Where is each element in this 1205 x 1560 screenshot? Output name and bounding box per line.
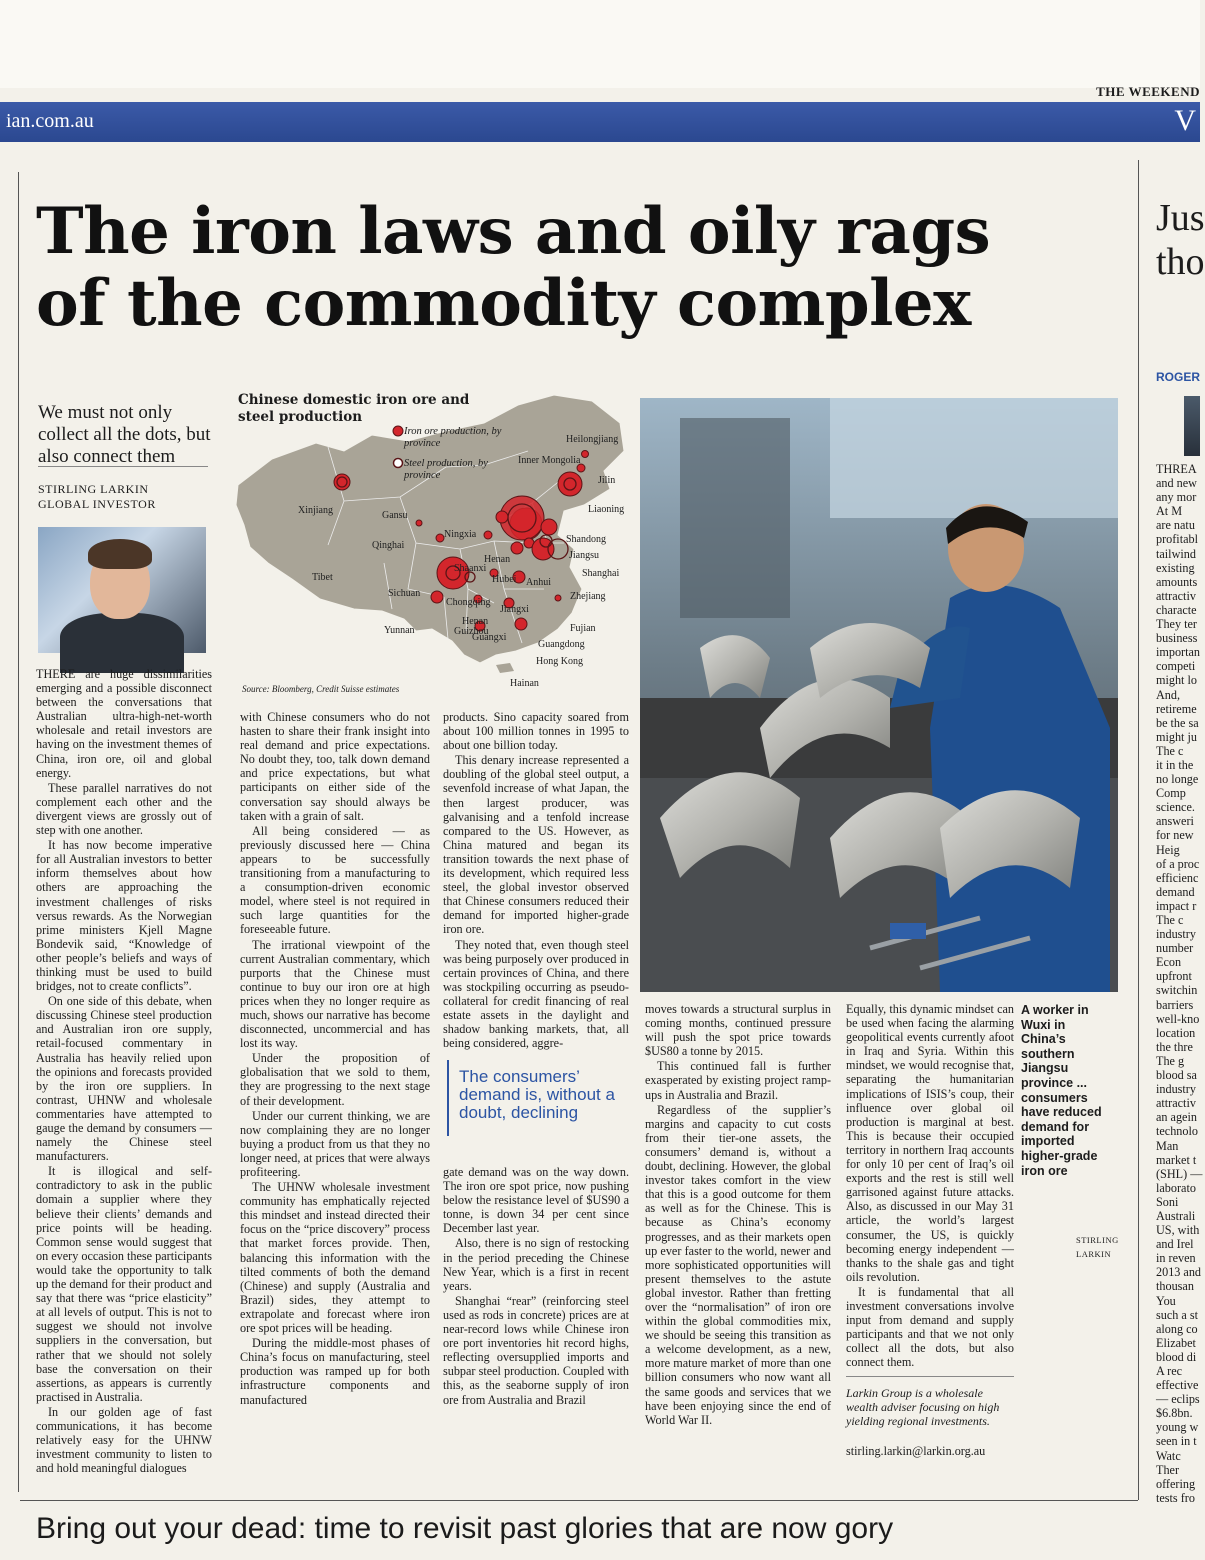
adjacent-line: answeri xyxy=(1156,814,1194,829)
adjacent-photo xyxy=(1184,396,1200,456)
adjacent-headline-line-2: tho xyxy=(1156,241,1205,283)
province-label: Jiangsu xyxy=(569,550,599,561)
bubble-fujian-iron xyxy=(555,595,561,601)
province-label: Gansu xyxy=(382,510,408,521)
province-label: Hainan xyxy=(510,678,539,689)
author-suit xyxy=(60,613,184,673)
adjacent-line: science. xyxy=(1156,800,1195,815)
adjacent-line: any mor xyxy=(1156,490,1197,505)
adjacent-line: laborato xyxy=(1156,1180,1196,1195)
adjacent-line: A rec xyxy=(1156,1364,1183,1378)
paragraph: Under our current thinking, we are now complaining they are no longer buying a product from us that they no longer need, at prices that were always profiteering. xyxy=(240,1108,430,1179)
masthead-bar xyxy=(0,102,1200,142)
adjacent-line: $6.8bn. xyxy=(1156,1406,1193,1421)
bubble-liaoning-iron xyxy=(558,472,582,496)
adjacent-line: young w xyxy=(1156,1420,1199,1435)
adjacent-line: Econ xyxy=(1156,955,1182,970)
paragraph: products. Sino capacity soared from about 100 million tonnes in 1995 to about one billion today. xyxy=(443,710,629,753)
adjacent-line: it in the xyxy=(1156,757,1194,772)
adjacent-line: technolo xyxy=(1156,1124,1198,1139)
paragraph: Shanghai “rear” (reinforcing steel used as rods in concrete) prices are at near-record lows while Chinese iron ore port inventories hit record highs, reflecting oversupplied imports and subpar steel production. Coupled with this, as the seaborne supply of iron ore from Australia and Brazil xyxy=(443,1293,629,1407)
adjacent-line: Ther xyxy=(1156,1462,1180,1477)
adjacent-line: such a st xyxy=(1156,1307,1198,1322)
edition-label: THE WEEKEND xyxy=(1096,84,1200,99)
adjacent-line: market t xyxy=(1156,1152,1197,1167)
legend-iron: Iron ore production, by province xyxy=(404,426,502,449)
adjacent-line: They ter xyxy=(1156,617,1197,632)
author-email[interactable]: stirling.larkin@larkin.org.au xyxy=(846,1444,986,1458)
article-column-2 xyxy=(240,710,430,1408)
article-headline xyxy=(36,196,1086,340)
adjacent-line: blood di xyxy=(1156,1349,1197,1364)
adjacent-line: thousan xyxy=(1156,1279,1194,1294)
adjacent-line: efficienc xyxy=(1156,870,1199,885)
adjacent-line: retireme xyxy=(1156,701,1197,716)
paragraph: THERE are huge dissimilarities emerging and a possible disconnect between the conversations that Australian ultra-high-net-worth wholesale and retail investors are having on the investment themes of China, iron ore, oil and global energy. xyxy=(36,667,212,780)
paragraph: It has now become imperative for all Australian investors to better inform themselves about how others are approaching the investment challenges of risks versus rewards. As the Norwegian prime ministers Kjell Magne Bondevik said, “Knowledge of other people’s beliefs and ways of thinking must be used to build bridges, not to create conflicts”. xyxy=(36,838,212,994)
province-label: Shaanxi xyxy=(454,563,487,574)
adjacent-line: industry xyxy=(1156,927,1196,942)
adjacent-line: existing xyxy=(1156,560,1195,575)
right-column-rule xyxy=(1138,160,1139,1500)
adjacent-line: tailwind xyxy=(1156,546,1196,561)
adjacent-line: business xyxy=(1156,631,1198,646)
photo-caption: A worker in Wuxi in China’s southern Jiangsu province ... consumers have reduced demand for imported higher-grade iron ore xyxy=(1021,1003,1102,1178)
province-label: Liaoning xyxy=(588,504,625,515)
adjacent-line: demand xyxy=(1156,884,1195,899)
adjacent-line: Watc xyxy=(1156,1448,1181,1463)
paragraph: gate demand was on the way down. The iron ore spot price, now pushing below the resistance level of $US90 a tonne, is down 34 per cent since December last year. xyxy=(443,1165,629,1236)
province-label: Chongqing xyxy=(446,597,491,608)
adjacent-line: well-kno xyxy=(1156,1011,1200,1026)
adjacent-line: The g xyxy=(1156,1053,1185,1068)
adjacent-line: (SHL) — xyxy=(1156,1166,1203,1181)
byline-role: GLOBAL INVESTOR xyxy=(38,497,156,511)
headline-line-2: of the commodity complex xyxy=(36,266,971,341)
author-tagline: Larkin Group is a wholesale wealth adviser focusing on high yielding regional investments. xyxy=(846,1386,1000,1429)
adjacent-line: number xyxy=(1156,941,1194,956)
author-photo xyxy=(38,527,206,653)
bubble-ningxia-iron xyxy=(436,534,444,542)
province-label: Jiangxi xyxy=(500,604,529,615)
bubble-guangdong-iron xyxy=(515,618,527,630)
adjacent-line: effective xyxy=(1156,1378,1199,1393)
legend-steel-marker xyxy=(394,459,403,468)
adjacent-line: Soni xyxy=(1156,1194,1179,1209)
paragraph: These parallel narratives do not complement each other and the divergent views are grossly out of step with one another. xyxy=(36,780,212,838)
adjacent-line: and Irel xyxy=(1156,1237,1194,1252)
adjacent-line: Australi xyxy=(1156,1208,1196,1223)
province-label: Guizhou xyxy=(454,626,489,637)
adjacent-line: THREA xyxy=(1156,462,1197,476)
bubble-yunnan-iron xyxy=(431,591,443,603)
adjacent-line: profitabl xyxy=(1156,532,1198,547)
paragraph: It is illogical and self-contradictory to ask in the public domain a supplier where they believe their clients’ demands and price points will be heading. Common sense would suggest that on every occasion these participants would take the opportunity to talk up the demand for their product and say that there was “price elasticity” at all levels of output. This is not to suggest we should not involve suppliers in the conversation, but rather that we should not solely base the conversation on their assertions, as appears is currently practised in Australia. xyxy=(36,1164,212,1404)
adjacent-line: 2013 and xyxy=(1156,1265,1202,1280)
adjacent-line: along co xyxy=(1156,1321,1198,1336)
adjacent-line: Man xyxy=(1156,1138,1179,1153)
adjacent-line: Elizabet xyxy=(1156,1335,1196,1350)
bubble-heilongjiang-iron xyxy=(582,451,589,458)
adjacent-headline-line-1: Jus xyxy=(1156,197,1205,239)
paragraph: It is fundamental that all investment conversations involve input from demand and supply participants and that we not only collect all the dots, but also connect them. xyxy=(846,1284,1014,1370)
province-label: Anhui xyxy=(526,577,551,588)
adjacent-line: seen in t xyxy=(1156,1434,1197,1449)
bubble-henan-iron xyxy=(511,542,523,554)
headline-line-1: The iron laws and oily rags xyxy=(36,194,991,269)
province-label: Xinjiang xyxy=(298,505,333,516)
adjacent-line: amounts xyxy=(1156,574,1198,589)
paragraph: with Chinese consumers who do not hasten to share their frank insight into real demand and price expectations. No doubt they, too, talk down demand and price expectations, but what participants on either side of the conversation say should always be taken with a grain of salt. xyxy=(240,710,430,823)
province-label: Inner Mongolia xyxy=(518,455,581,466)
tagline-rule xyxy=(846,1376,1014,1377)
adjacent-line: are natu xyxy=(1156,518,1195,533)
article-column-3a xyxy=(443,710,629,1051)
adjacent-line: The c xyxy=(1156,913,1184,927)
adjacent-line: industry xyxy=(1156,1082,1196,1097)
province-label: Hubei xyxy=(492,574,517,585)
legend-iron-marker xyxy=(393,426,403,436)
adjacent-line: barriers xyxy=(1156,997,1194,1012)
adjacent-line: competi xyxy=(1156,659,1196,674)
adjacent-line: the thre xyxy=(1156,1039,1193,1054)
paragraph: In our golden age of fast communications, it has become relatively easy for the UHNW investment community to listen to and hold meaningful dialogues xyxy=(36,1404,212,1476)
bubble-shandong-iron xyxy=(541,519,557,535)
adjacent-headline xyxy=(1156,196,1205,284)
province-label: Shandong xyxy=(566,534,606,545)
adjacent-line: might ju xyxy=(1156,729,1197,744)
adjacent-line: no longe xyxy=(1156,772,1199,787)
paragraph: Equally, this dynamic mindset can be used when facing the alarming geopolitical events currently afoot in Iraq and Syria. Within this mindset, we would recognise that, separating the humanitarian implications of ISIS’s coup, their influence over global oil production is marginal at best. This is because their occupied territory in northern Iraq accounts for only 10 per cent of Iraq’s oil exports and the rest is still well garrisoned against future attacks. Also, as discussed in our May 31 article, the world’s largest consumer, the US, is quickly becoming energy independent — thanks to the shale gas and tight oils revolution. xyxy=(846,1002,1014,1284)
bubble-gansu-iron xyxy=(416,520,422,526)
adjacent-line: of a proc xyxy=(1156,856,1200,871)
paragraph: Regardless of the supplier’s margins and capacity to cut costs from their tier-one assets, the consumers’ demand is, without a doubt, declining. However, the global investor takes comfort in the view that this is a good outcome for them as well as for the Chinese. This is because as China’s economy progresses, and as their markets open up ever faster to the world, newer and more sophisticated opportunities will present themselves to the astute global investor. Rather than fretting over the “normalisation” of iron ore within the global commodities mix, we should be seeing this transition as a welcome development, as a new, more mature market of more than one billion consumers who now want all the same goods and services that we have been enjoying since the end of World War II. xyxy=(645,1102,831,1427)
bubble-shaanxi-iron xyxy=(484,531,492,539)
author-hair xyxy=(88,539,152,569)
article-column-5 xyxy=(846,1002,1014,1370)
province-label: Jilin xyxy=(598,475,616,486)
article-column-3b xyxy=(443,1165,629,1408)
province-label: Fujian xyxy=(570,623,596,634)
adjacent-line: You xyxy=(1156,1293,1176,1308)
adjacent-line: tests fro xyxy=(1156,1490,1195,1505)
paragraph: During the middle-most phases of China’s focus on manufacturing, steel production was ramped up for both infrastructure components and manufactured xyxy=(240,1336,430,1407)
factory-photo xyxy=(640,398,1118,992)
adjacent-line: upfront xyxy=(1156,969,1192,984)
map-title: Chinese domestic iron ore and steel production xyxy=(238,392,470,425)
adjacent-line: impact r xyxy=(1156,898,1197,913)
province-label: Tibet xyxy=(312,572,333,583)
adjacent-byline: ROGER xyxy=(1156,370,1201,384)
paragraph: They noted that, even though steel was being purposely over produced in certain provinces of China, and there was stockpiling occurring as pseudo-collateral for credit financing of real estate assets in the daylight and shadow banking markets, that, all being considered, aggre- xyxy=(443,937,629,1051)
adjacent-line: switchin xyxy=(1156,983,1198,998)
province-label: Shanghai xyxy=(582,568,620,579)
legend-steel: Steel production, by province xyxy=(404,458,488,481)
province-label: Hong Kong xyxy=(536,656,583,667)
standfirst: We must not only collect all the dots, but also connect them xyxy=(38,402,211,467)
paragraph: moves towards a structural surplus in coming months, continued pressure will push the spot price towards $US80 a tonne by 2015. xyxy=(645,1002,831,1059)
province-label: Zhejiang xyxy=(570,591,606,602)
page-top-margin xyxy=(0,0,1200,88)
adjacent-line: might lo xyxy=(1156,673,1197,688)
next-article-headline: Bring out your dead: time to revisit past glories that are now gory xyxy=(36,1512,894,1545)
adjacent-line: US, with xyxy=(1156,1223,1200,1238)
adjacent-line: in reven xyxy=(1156,1251,1196,1266)
pull-quote: The consumers’ demand is, without a doubt, declining xyxy=(459,1067,615,1122)
province-label: Guangxi xyxy=(472,632,507,643)
adjacent-line: At M xyxy=(1156,504,1183,519)
window-light xyxy=(830,398,1118,518)
adjacent-line: for new xyxy=(1156,828,1194,843)
province-label: Sichuan xyxy=(388,588,421,599)
hainan-island xyxy=(496,663,514,673)
paragraph: On one side of this debate, when discussing Chinese steel production and Australian iron ore supply, retail-focused commentary in Australia has heavily relied upon the opinions and forecasts provided by the iron ore suppliers. In contrast, UHNW and wholesale commentaries have attempted to gauge the demand by consumers — namely the Chinese steel manufacturers. xyxy=(36,994,212,1164)
section-letter: V xyxy=(1174,104,1196,137)
article-column-1 xyxy=(36,667,212,1476)
adjacent-line: blood sa xyxy=(1156,1068,1197,1083)
adjacent-line: and new xyxy=(1156,476,1197,491)
province-label: Henan xyxy=(462,616,489,627)
adjacent-line: Comp xyxy=(1156,786,1186,801)
paragraph: Under the proposition of globalisation that we sold to them, they are progressing to the next stage of their development. xyxy=(240,1051,430,1108)
bubble-shanxi-iron xyxy=(496,511,508,523)
paragraph: This continued fall is further exasperated by existing project ramp-ups in Australia and Brazil. xyxy=(645,1059,831,1102)
province-label: Guangdong xyxy=(538,639,585,650)
province-label: Yunnan xyxy=(384,625,415,636)
paragraph: Also, there is no sign of restocking in the period preceding the Chinese New Year, which is a first in recent years. xyxy=(443,1236,629,1293)
masthead-url: ian.com.au xyxy=(6,110,94,132)
adjacent-line: — eclips xyxy=(1156,1392,1200,1407)
paragraph: This denary increase represented a doubling of the global steel output, a sevenfold increase of what Japan, the then largest producer, was galvanising and a tenfold increase compared to the US. However, as China matured and began its transition towards the next phase of its development, which required less steel, the global investor observed that Chinese consumers reduced their demand for imported higher-grade iron ore. xyxy=(443,753,629,937)
adjacent-line: characte xyxy=(1156,602,1197,617)
province-label: Qinghai xyxy=(372,540,405,551)
adjacent-line: Heig xyxy=(1156,842,1180,857)
adjacent-line: be the sa xyxy=(1156,715,1199,730)
paragraph: The UHNW wholesale investment community has emphatically rejected this mindset and instead directed their focus on the “price discovery” process that market forces provide. Then, balancing this information with the tilted comments of both the demand (Chinese) and supply (Australia and Brazil) sides, they attempt to extrapolate and forecast where iron ore spot prices will be heading. xyxy=(240,1180,430,1336)
paragraph: All being considered — as previously discussed here — China appears to be successfully transitioning from a manufacturing to a consumption-driven economic model, where steel is not required in such large quantities for the foreseeable future. xyxy=(240,823,430,937)
adjacent-line: The c xyxy=(1156,743,1184,758)
province-label: Ningxia xyxy=(444,529,477,540)
bottom-rule xyxy=(20,1500,1138,1501)
province-label: Heilongjiang xyxy=(566,434,619,445)
adjacent-line: offering xyxy=(1156,1476,1196,1491)
adjacent-line: an agein xyxy=(1156,1110,1197,1125)
adjacent-column-text xyxy=(1156,462,1203,1505)
paragraph: The irrational viewpoint of the current Australian commentary, which purports that the Chinese must continue to buy our iron ore at high prices when they no longer require as much, shows our narrative has become disconnected, uncommercial and has lost its way. xyxy=(240,937,430,1051)
adjacent-line: attractiv xyxy=(1156,1096,1196,1111)
left-edge-rule xyxy=(18,172,19,1492)
adjacent-line: And, xyxy=(1156,687,1181,702)
adjacent-line: location xyxy=(1156,1025,1196,1040)
byline-name: STIRLING LARKIN xyxy=(38,482,149,496)
province-label: Henan xyxy=(484,554,511,565)
adjacent-line: importan xyxy=(1156,645,1201,660)
map-source: Source: Bloomberg, Credit Suisse estimates xyxy=(242,684,400,694)
adjacent-line: attractiv xyxy=(1156,588,1196,603)
pullquote-rule xyxy=(447,1060,449,1136)
article-column-4 xyxy=(645,1002,831,1428)
photo-credit-1: STIRLING xyxy=(1076,1235,1119,1245)
photo-credit-2: LARKIN xyxy=(1076,1249,1112,1259)
